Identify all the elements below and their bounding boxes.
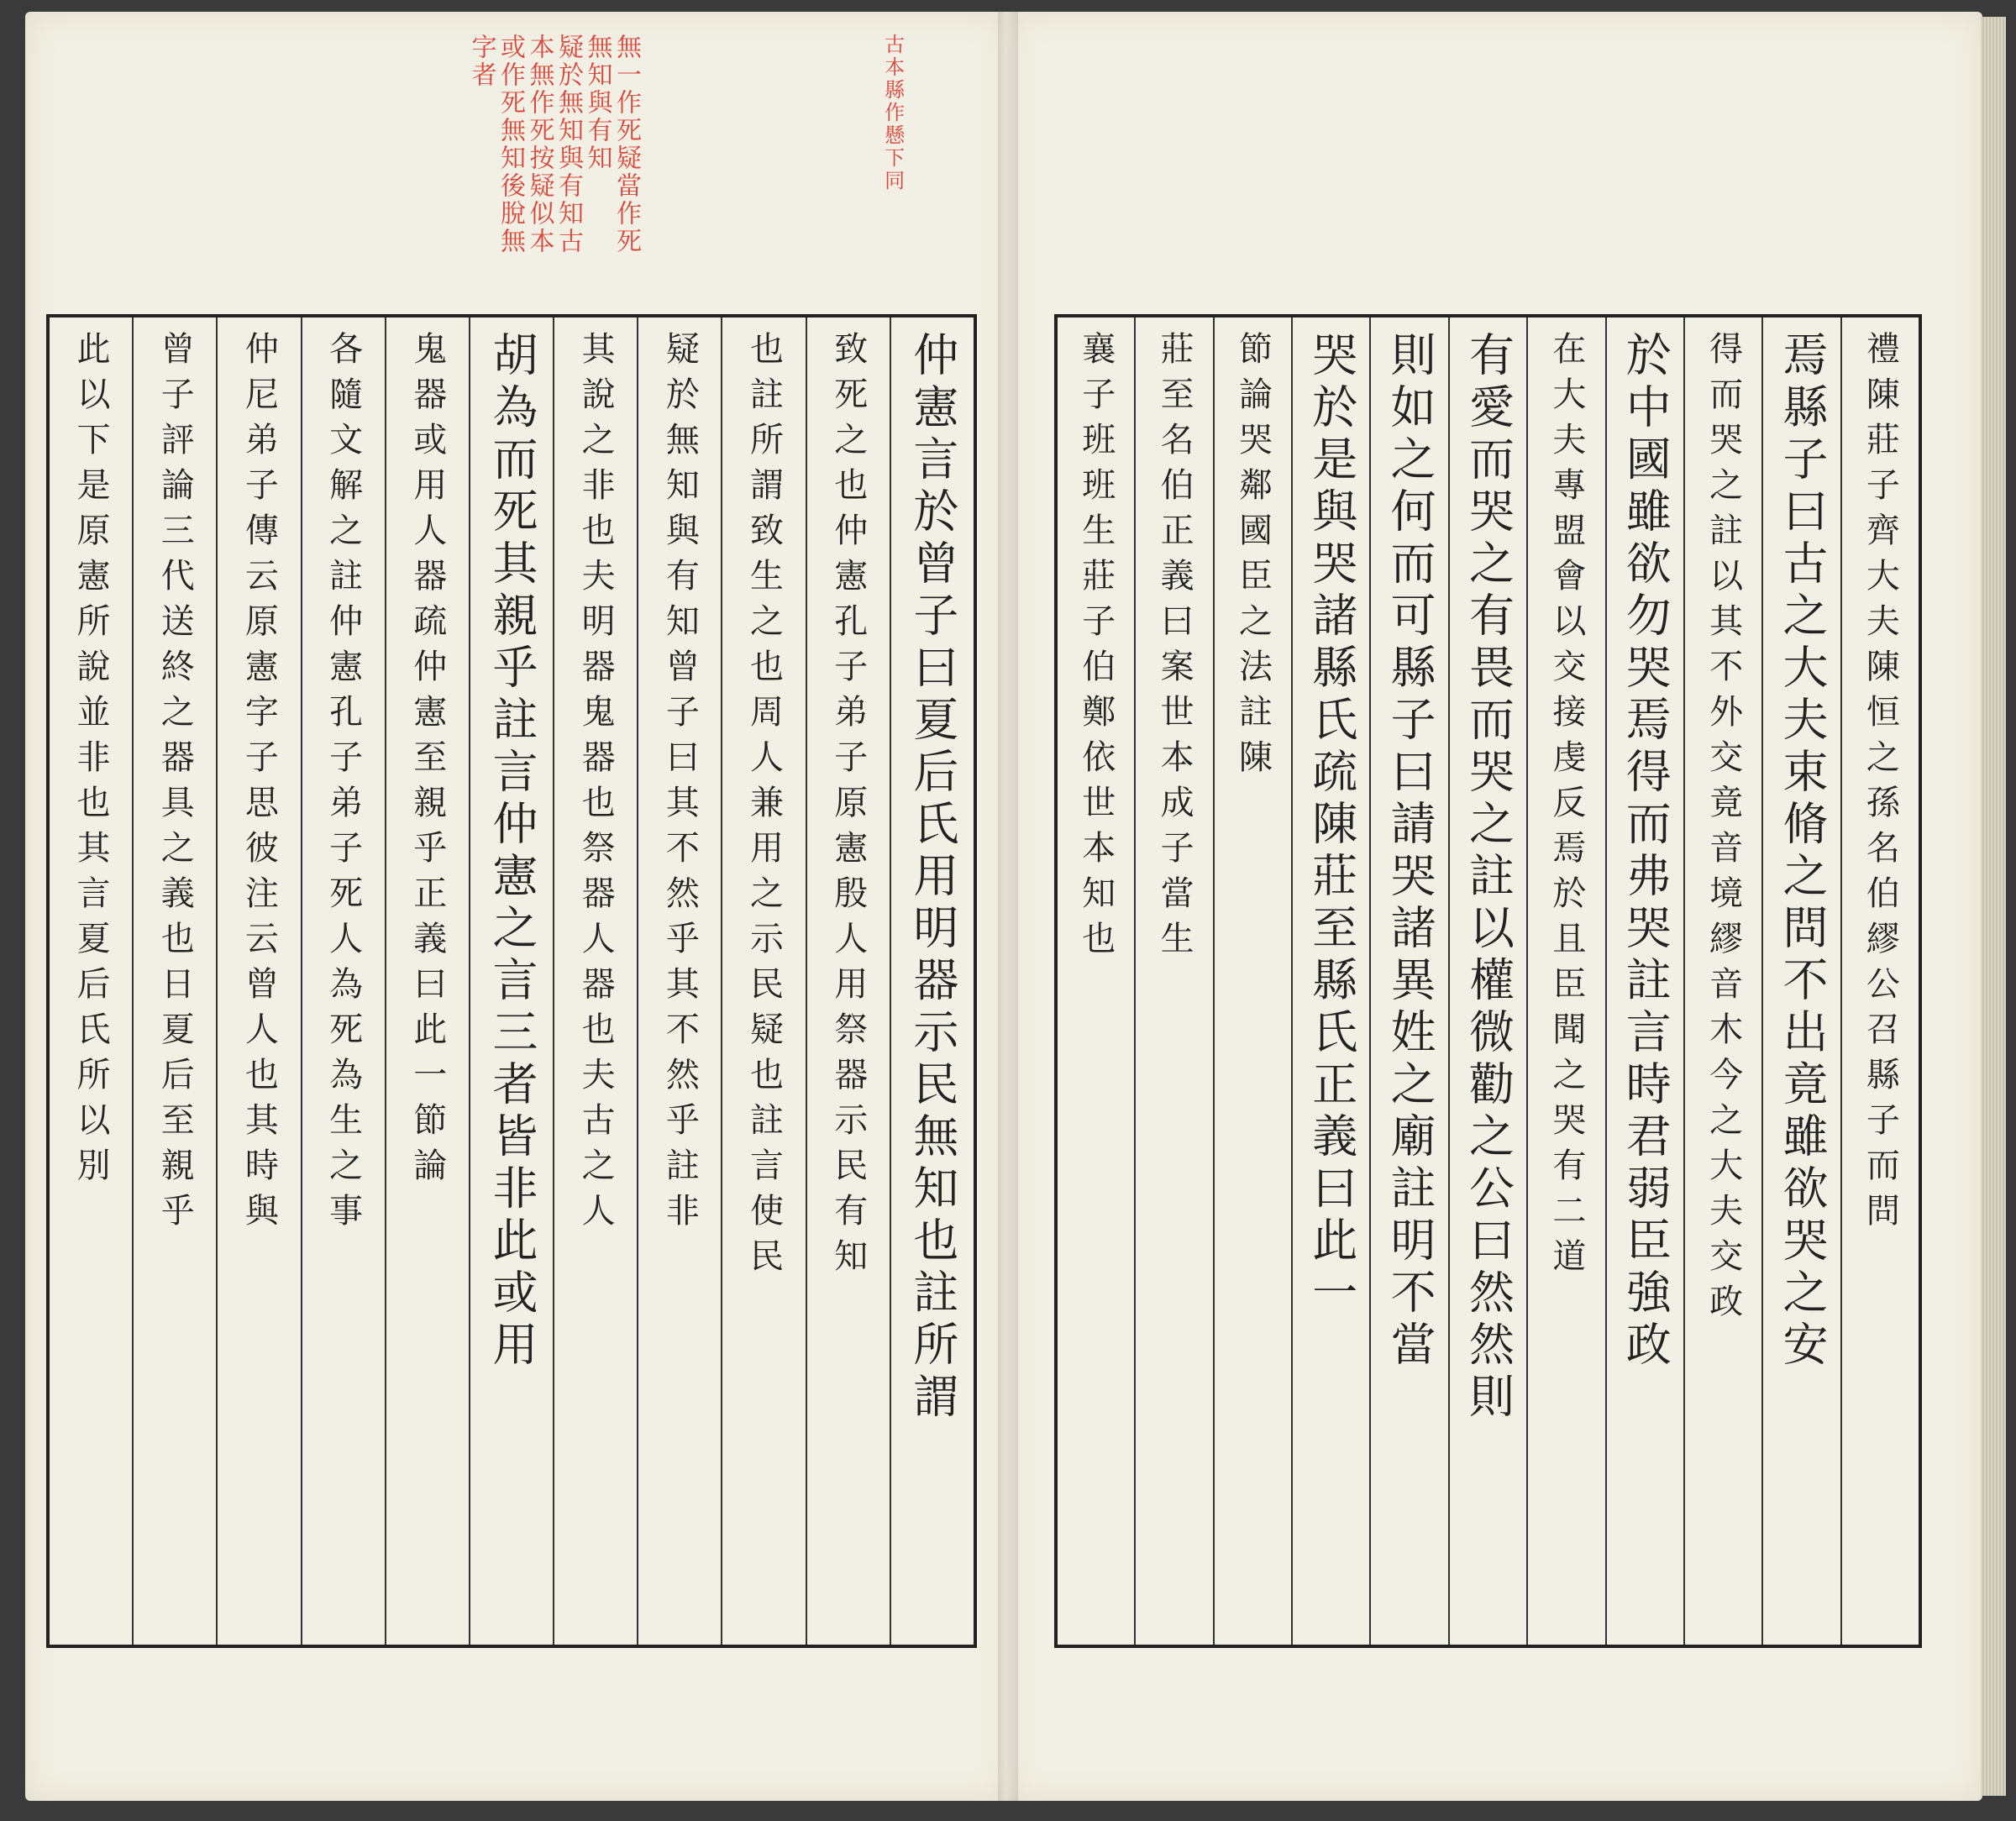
right-column [1683, 317, 1761, 1645]
left-columns [50, 317, 974, 1645]
right-column-text: 哭於是與哭諸縣氏疏陳莊至縣氏正義曰此一 [1305, 331, 1358, 1320]
right-column-text: 節論哭鄰國臣之法註陳 [1233, 331, 1273, 785]
right-column-text: 於中國雖欲勿哭焉得而弗哭註言時君弱臣強政 [1619, 331, 1672, 1372]
left-column [553, 317, 637, 1645]
right-column [1840, 317, 1919, 1645]
right-column-text: 則如之何而可縣子曰請哭諸異姓之廟註明不當 [1383, 331, 1437, 1372]
left-column [301, 317, 385, 1645]
left-column-text: 曾子評論三代送終之器具之義也日夏后至親乎 [155, 331, 195, 1238]
right-page [1008, 12, 1982, 1801]
right-column-text: 襄子班班生莊子伯鄭依世本知也 [1076, 331, 1116, 966]
right-column-text: 莊至名伯正義曰案世本成子當生 [1155, 331, 1194, 966]
right-column [1526, 317, 1604, 1645]
left-column-text: 仲憲言於曾子曰夏后氏用明器示民無知也註所謂 [906, 331, 959, 1425]
left-column-text: 也註所謂致生之也周人兼用之示民疑也註言使民 [744, 331, 784, 1283]
left-column-text: 鬼器或用人器疏仲憲至親乎正義曰此一節論 [407, 331, 447, 1193]
left-column-text: 致死之也仲憲孔子弟子原憲殷人用祭器示民有知 [828, 331, 868, 1283]
left-column [50, 317, 132, 1645]
left-column-text: 仲尼弟子傳云原憲字子思彼注云曾人也其時與 [239, 331, 279, 1238]
right-column [1134, 317, 1212, 1645]
left-column [637, 317, 721, 1645]
right-column [1605, 317, 1683, 1645]
right-column [1058, 317, 1134, 1645]
right-column [1448, 317, 1526, 1645]
page-edges [1981, 17, 2006, 1796]
right-column-text: 禮陳莊子齊大夫陳恒之孫名伯繆公召縣子而問 [1861, 331, 1900, 1238]
right-columns [1058, 317, 1919, 1645]
book-gutter [998, 12, 1018, 1801]
right-column-text: 焉縣子曰古之大夫束脩之問不出竟雖欲哭之安 [1775, 331, 1829, 1372]
right-column [1291, 317, 1369, 1645]
left-column-text: 疑於無知與有知曾子曰其不然乎其不然乎註非 [660, 331, 700, 1238]
left-column [132, 317, 216, 1645]
right-column-text: 得而哭之註以其不外交竟音境繆音木今之大夫交政 [1704, 331, 1743, 1329]
right-column-text: 有愛而哭之有畏而哭之註以權微勸之公曰然然則 [1462, 331, 1515, 1425]
left-column [806, 317, 890, 1645]
right-column [1213, 317, 1291, 1645]
left-column [469, 317, 553, 1645]
left-margin-annotation: 無一作死疑當作死 無知與有知 疑於無知與有知古 本無作死按疑似本 或作死無知後脫無 字者 [466, 34, 641, 255]
left-column [721, 317, 805, 1645]
left-column [890, 317, 974, 1645]
left-column [216, 317, 300, 1645]
left-column-text: 各隨文解之註仲憲孔子弟子死人為死為生之事 [323, 331, 363, 1238]
right-margin-annotation: 古本縣作懸下同 [880, 34, 905, 192]
right-column [1761, 317, 1840, 1645]
left-text-block [46, 314, 977, 1648]
right-text-block [1054, 314, 1922, 1648]
left-column-text: 此以下是原憲所說並非也其言夏后氏所以別 [71, 331, 111, 1193]
right-column-text: 在大夫專盟會以交接虔反焉於且臣聞之哭有二道 [1546, 331, 1586, 1283]
left-column [385, 317, 469, 1645]
right-column [1369, 317, 1447, 1645]
left-column-text: 胡為而死其親乎註言仲憲之言三者皆非此或用 [485, 331, 538, 1372]
left-column-text: 其說之非也夫明器鬼器也祭器人器也夫古之人 [576, 331, 616, 1238]
